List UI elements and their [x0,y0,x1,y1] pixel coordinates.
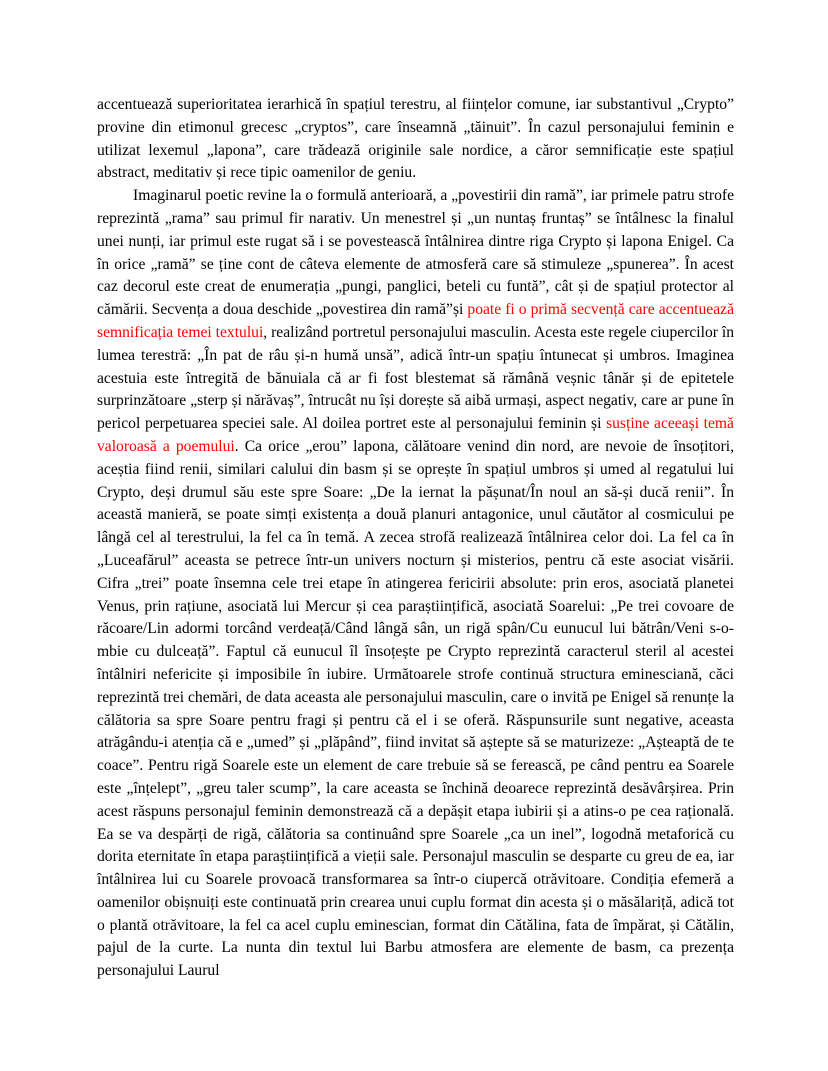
highlighted-text-theme: poate fi o primă secvență care accentuează semnificația temei textului [97,301,734,341]
paragraph-text-segment: Imaginarul poetic revine la o formulă anterioară, a „povestirii din ramă”, iar primele patru strofe reprezintă „rama” sau primul fir narativ. Un menestrel și „un nuntaș fruntaș” se întâlnesc la finalul unei nunți, iar primul este rugat să i se povestească întâlnirea dintre riga Crypto și lapona Enigel. Ca în orice „ramă” se ține cont de câteva elemente de atmosferă care să stimuleze „spunerea”. În acest caz decorul este creat de enumerația „pungi, panglici, beteli cu funtă”, cât și de spațiul protector al cămării. Secvența a doua deschide „povestirea din ramă”și [97,187,734,319]
paragraph-analysis [97,185,734,983]
highlighted-text-theme-2: susține aceeași temă valoroasă a poemului [97,415,734,455]
document-page [97,94,734,983]
paragraph-intro: accentuează superioritatea ierarhică în spațiul terestru, al ființelor comune, iar substantivul „Crypto” provine din etimonul grecesc „cryptos”, care înseamnă „tăinuit”. În cazul personajului feminin e utilizat lexemul „lapona”, care trădează originile sale nordice, a căror semnificație este spațiul abstract, meditativ și rece tipic oamenilor de geniu. [97,96,734,182]
paragraph-text-segment: . Ca orice „erou” lapona, călătoare venind din nord, are nevoie de însoțitori, aceștia fiind renii, similari calului din basm și se oprește în spațiul umbros și umed al regatului lui Crypto, deși drumul său este spre Soare: „De la iernat la pășunat/În noul an să-și ducă renii”. În această manieră, se poate simți existența a două planuri antagonice, unul căutător al cosmicului pe lângă cel al terestrului, la fel ca în temă. A zecea strofă realizează întâlnirea celor doi. La fel ca în „Luceafărul” aceasta se petrece într-un univers nocturn și misterios, pentru că este asociat visării. Cifra „trei” poate însemna cele trei etape în atingerea fericirii absolute: prin eros, asociată planetei Venus, prin rațiune, asociată lui Mercur și cea paraștiințifică, asociată Soarelui: „Pe trei covoare de răcoare/Lin adormi torcând verdeață/Când lângă sân, un rigă spân/Cu eunucul lui bătrân/Veni s-o-mbie cu dulceață”. Faptul că eunucul îl însoțește pe Crypto reprezintă caracterul steril al acestei întâlniri nefericite și imposibile în iubire. Următoarele strofe continuă structura eminesciană, căci reprezintă trei chemări, de data aceasta ale personajului masculin, care o invită pe Enigel să renunțe la călătoria sa spre Soare pentru fragi și pentru că el i se oferă. Răspunsurile sunt negative, aceasta atrăgându-i atenția că e „umed” și „plăpând”, fiind invitat să aștepte să se maturizeze: „Așteaptă de te coace”. Pentru rigă Soarele este un element de care trebuie să se ferească, pe când pentru ea Soarele este „înțelept”, „greu taler scump”, la care aceasta se închină deoarece reprezintă desăvârșirea. Prin acest răspuns personajul feminin demonstrează că a depășit etapa iubirii și a atins-o pe cea rațională. Ea se va despărți de rigă, călătoria sa continuând spre Soarele „ca un inel”, logodnă metaforică cu dorita eternitate în etapa paraștiințifică a vieții sale. Personajul masculin se desparte cu greu de ea, iar întâlnirea lui cu Soarele provoacă transformarea sa într-o ciupercă otrăvitoare. Condiția efemeră a oamenilor obișnuiți este continuată prin crearea unui cuplu format din acesta și o măsălariță, adică tot o plantă otrăvitoare, la fel ca acel cuplu eminescian, format din Cătălina, fata de împărat, și Cătălin, pajul de la curte. La nunta din textul lui Barbu atmosfera are elemente de basm, ca prezența personajului Laurul [97,437,735,980]
paragraph-text-segment: , realizând portretul personajului masculin. Acesta este regele ciupercilor în lumea terestră: „În pat de râu și-n humă unsă”, adică într-un spațiu întunecat și umbros. Imaginea acestuia este întregită de bănuiala că ar fi fost blestemat să rămână veșnic tânăr și de epitetele surprinzătoare „sterp și nărăvaș”, întrucât nu își dorește să aibă urmași, aspect negativ, care ar pune în pericol perpetuarea speciei sale. Al doilea portret este al personajului feminin și [97,323,734,433]
